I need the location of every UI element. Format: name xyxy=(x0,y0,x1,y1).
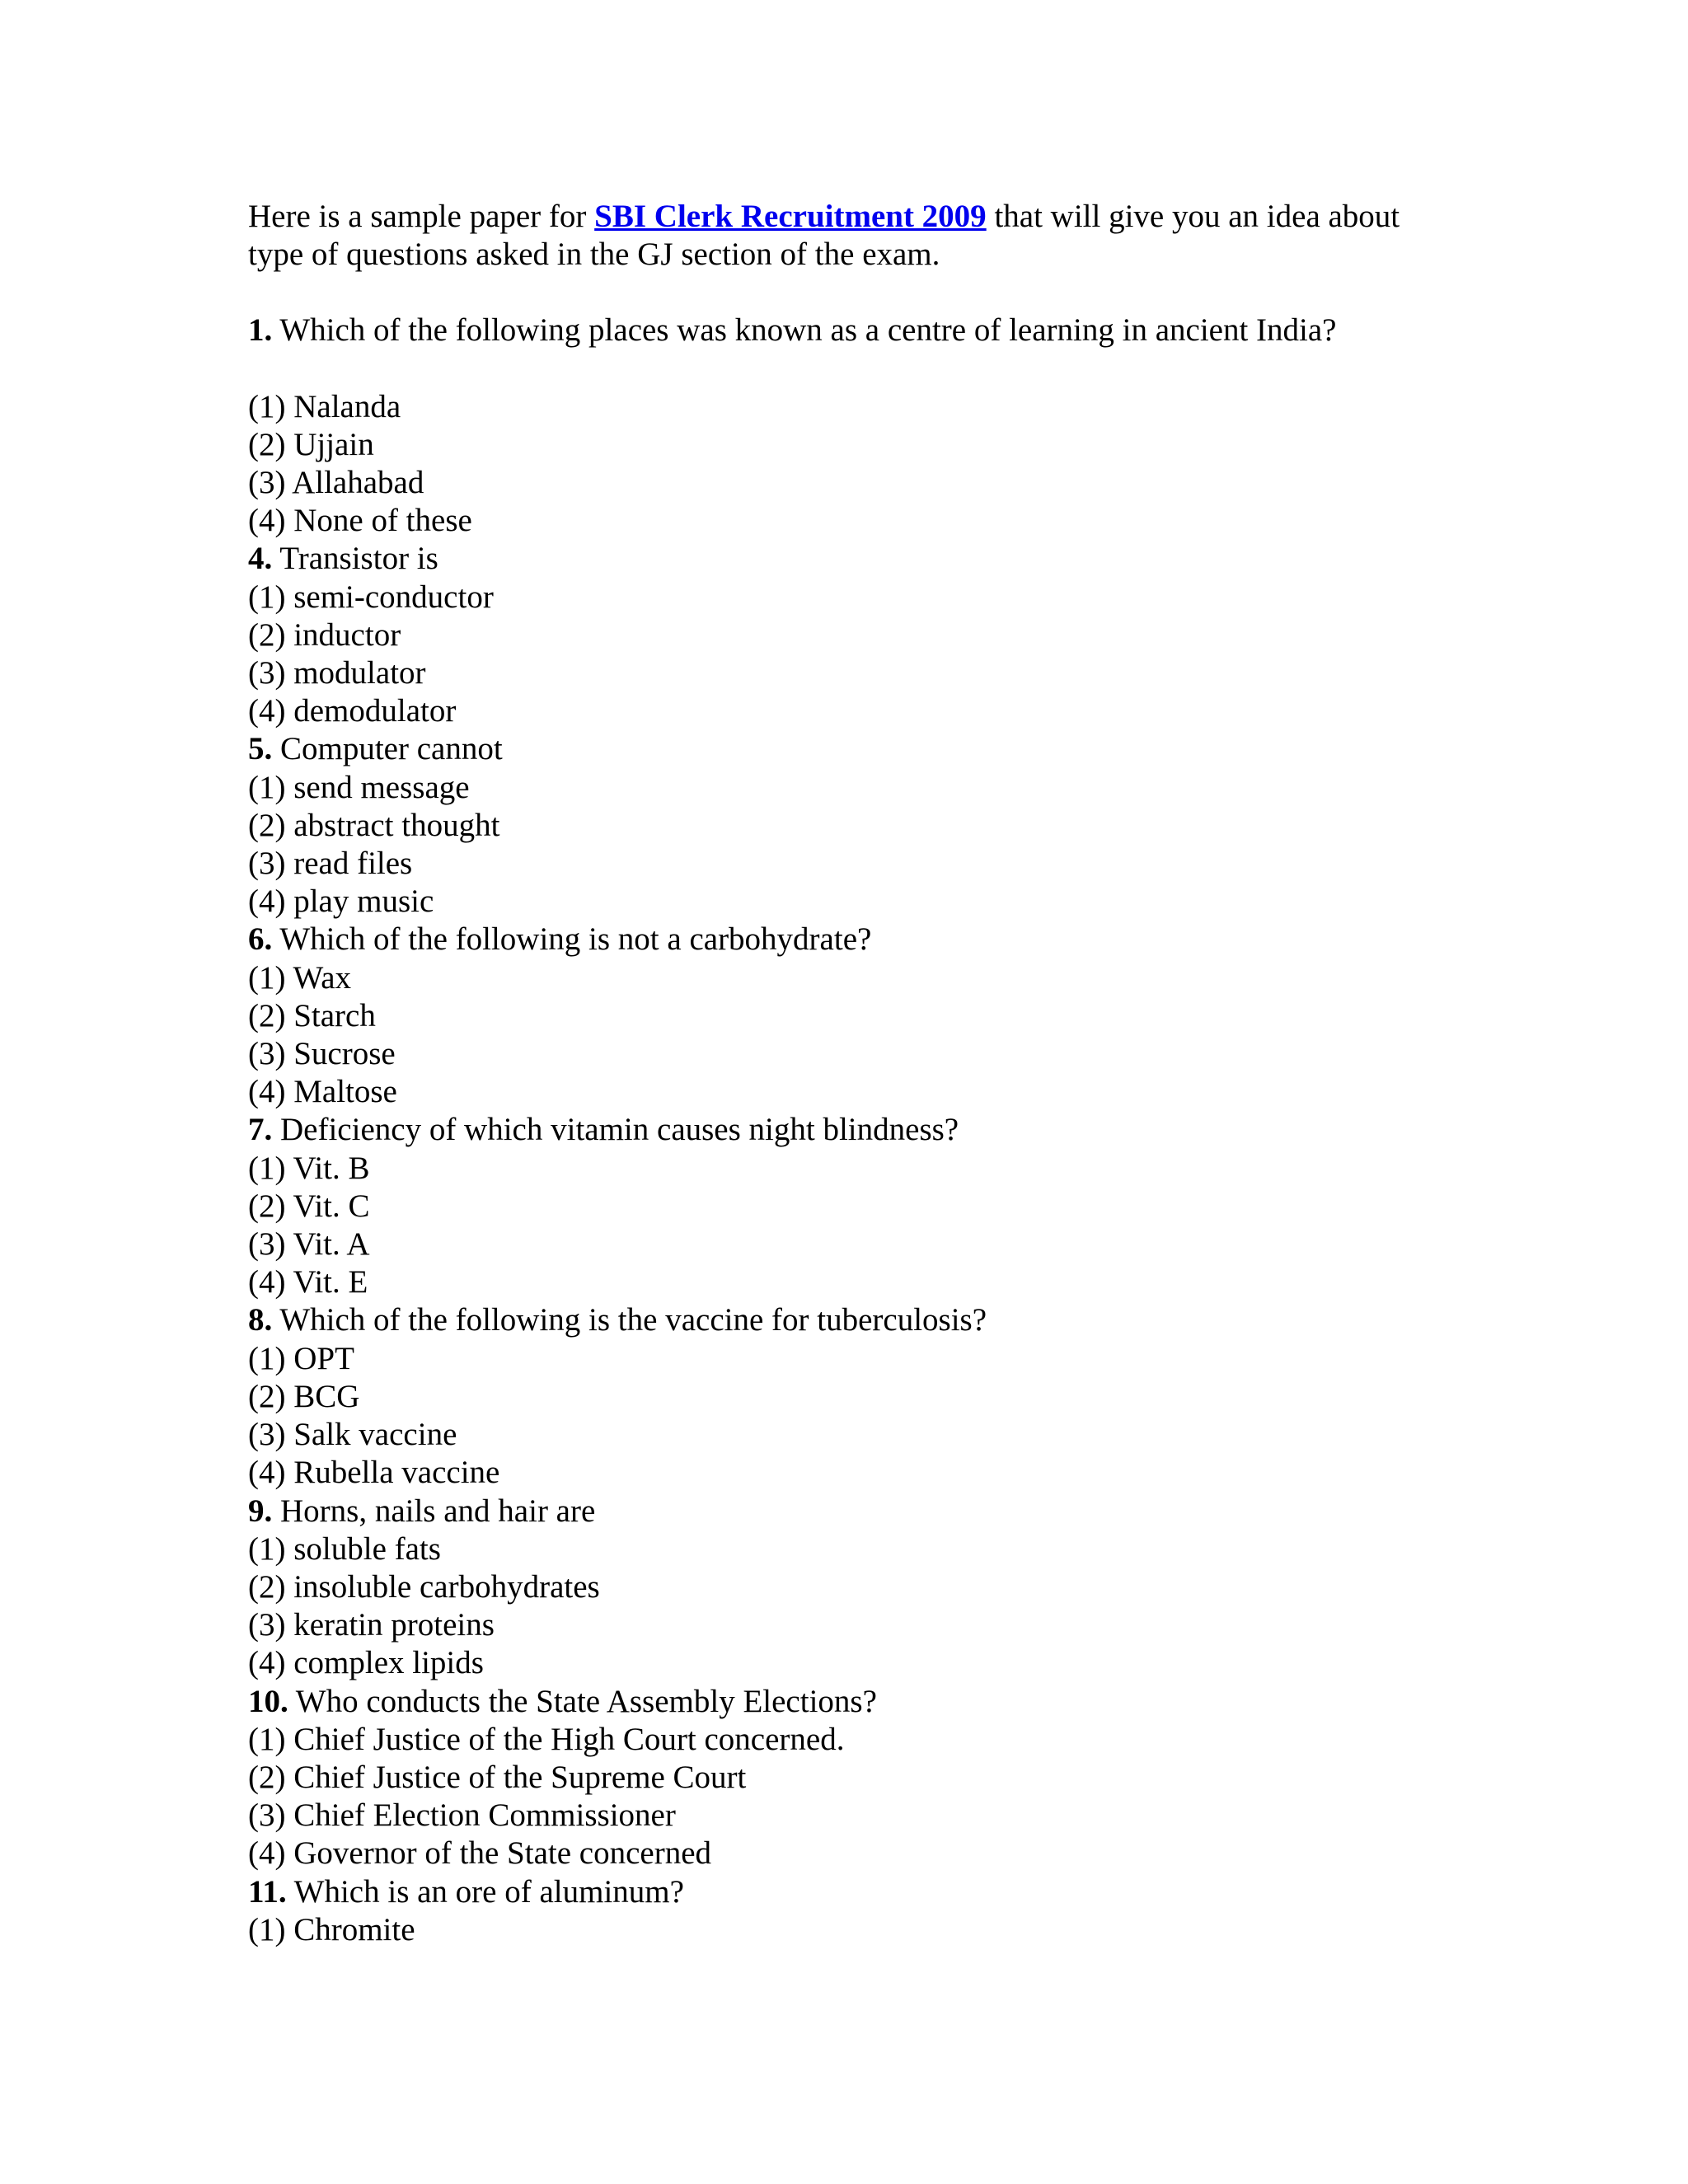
question-text xyxy=(248,730,1468,768)
answer-option: (4) demodulator xyxy=(248,693,457,729)
question-number: 6. xyxy=(248,921,273,958)
question-label: Which of the following places was known as a centre of learning in ancient India? xyxy=(272,312,1337,349)
question-label: Transistor is xyxy=(272,541,438,577)
option-list xyxy=(248,1340,1468,1493)
question-text xyxy=(248,1683,1468,1721)
question-block xyxy=(248,1301,1468,1492)
question-block xyxy=(248,1683,1468,1873)
question-block xyxy=(248,1873,1468,1949)
answer-option: (3) Allahabad xyxy=(248,465,424,501)
answer-option: (3) Sucrose xyxy=(248,1036,396,1072)
question-number: 8. xyxy=(248,1302,273,1338)
document-content xyxy=(248,198,1468,1949)
question-block xyxy=(248,921,1468,1111)
question-number: 5. xyxy=(248,731,273,767)
answer-option: (3) Vit. A xyxy=(248,1226,370,1263)
answer-option: (3) Chief Election Commissioner xyxy=(248,1797,676,1834)
question-text xyxy=(248,921,1468,958)
question-text xyxy=(248,1111,1468,1149)
answer-option: (1) semi-conductor xyxy=(248,579,494,615)
question-block xyxy=(248,1493,1468,1683)
intro-prefix: Here is a sample paper for xyxy=(248,199,595,234)
answer-option: (2) BCG xyxy=(248,1378,360,1414)
answer-option: (1) Chromite xyxy=(248,1911,415,1947)
answer-option: (2) abstract thought xyxy=(248,807,500,843)
question-text xyxy=(248,312,1468,349)
answer-option: (3) modulator xyxy=(248,655,426,691)
option-list xyxy=(248,1150,1468,1302)
answer-option: (1) Wax xyxy=(248,959,352,996)
answer-option: (1) Vit. B xyxy=(248,1150,370,1186)
answer-option: (1) Chief Justice of the High Court concerned. xyxy=(248,1721,845,1757)
question-label: Which of the following is the vaccine for tuberculosis? xyxy=(272,1302,987,1338)
option-list xyxy=(248,959,1468,1112)
option-list xyxy=(248,1911,1468,1949)
question-label: Computer cannot xyxy=(272,731,503,767)
question-block xyxy=(248,1111,1468,1301)
intro-suffix: that will give you an idea about xyxy=(986,199,1400,234)
answer-option: (2) Starch xyxy=(248,997,376,1033)
intro-line-2: type of questions asked in the GJ section of the exam. xyxy=(248,237,940,273)
option-list xyxy=(248,769,1468,921)
answer-option: (3) keratin proteins xyxy=(248,1607,495,1643)
sbi-clerk-recruitment-link[interactable]: SBI Clerk Recruitment 2009 xyxy=(594,199,987,234)
answer-option: (4) play music xyxy=(248,883,434,920)
question-label: Which is an ore of aluminum? xyxy=(286,1873,684,1910)
option-list xyxy=(248,579,1468,731)
answer-option: (1) Nalanda xyxy=(248,388,401,424)
question-number: 9. xyxy=(248,1493,273,1529)
question-number: 10. xyxy=(248,1683,288,1719)
question-number: 7. xyxy=(248,1112,273,1148)
answer-option: (4) complex lipids xyxy=(248,1645,484,1681)
answer-option: (4) None of these xyxy=(248,503,472,539)
intro-line-1 xyxy=(248,198,1468,236)
answer-option: (4) Vit. E xyxy=(248,1264,368,1301)
question-block xyxy=(248,730,1468,921)
option-list xyxy=(248,1721,1468,1873)
answer-option: (4) Rubella vaccine xyxy=(248,1455,500,1491)
question-label: Deficiency of which vitamin causes night blindness? xyxy=(272,1112,959,1148)
answer-option: (3) read files xyxy=(248,846,413,882)
answer-option: (2) Vit. C xyxy=(248,1188,370,1224)
answer-option: (2) Ujjain xyxy=(248,426,374,462)
answer-option: (1) soluble fats xyxy=(248,1530,441,1567)
question-block xyxy=(248,312,1468,540)
answer-option: (4) Governor of the State concerned xyxy=(248,1835,712,1872)
question-label: Which of the following is not a carbohydrate? xyxy=(272,921,872,958)
question-text xyxy=(248,1493,1468,1530)
question-text xyxy=(248,1301,1468,1339)
question-number: 4. xyxy=(248,541,273,577)
intro-paragraph xyxy=(248,198,1468,274)
question-label: Who conducts the State Assembly Elections? xyxy=(288,1683,877,1719)
answer-option: (4) Maltose xyxy=(248,1074,397,1110)
answer-option: (1) send message xyxy=(248,769,470,805)
question-block xyxy=(248,540,1468,730)
answer-option: (3) Salk vaccine xyxy=(248,1417,457,1453)
question-label: Horns, nails and hair are xyxy=(272,1493,596,1529)
answer-option: (2) inductor xyxy=(248,616,401,653)
answer-option: (2) insoluble carbohydrates xyxy=(248,1568,600,1605)
answer-option: (1) OPT xyxy=(248,1340,354,1376)
answer-option: (2) Chief Justice of the Supreme Court xyxy=(248,1759,747,1795)
question-text xyxy=(248,540,1468,578)
question-number: 1. xyxy=(248,312,273,349)
question-text xyxy=(248,1873,1468,1911)
option-list xyxy=(248,1530,1468,1683)
option-list xyxy=(248,388,1468,541)
question-list xyxy=(248,312,1468,1949)
question-number: 11. xyxy=(248,1873,287,1910)
